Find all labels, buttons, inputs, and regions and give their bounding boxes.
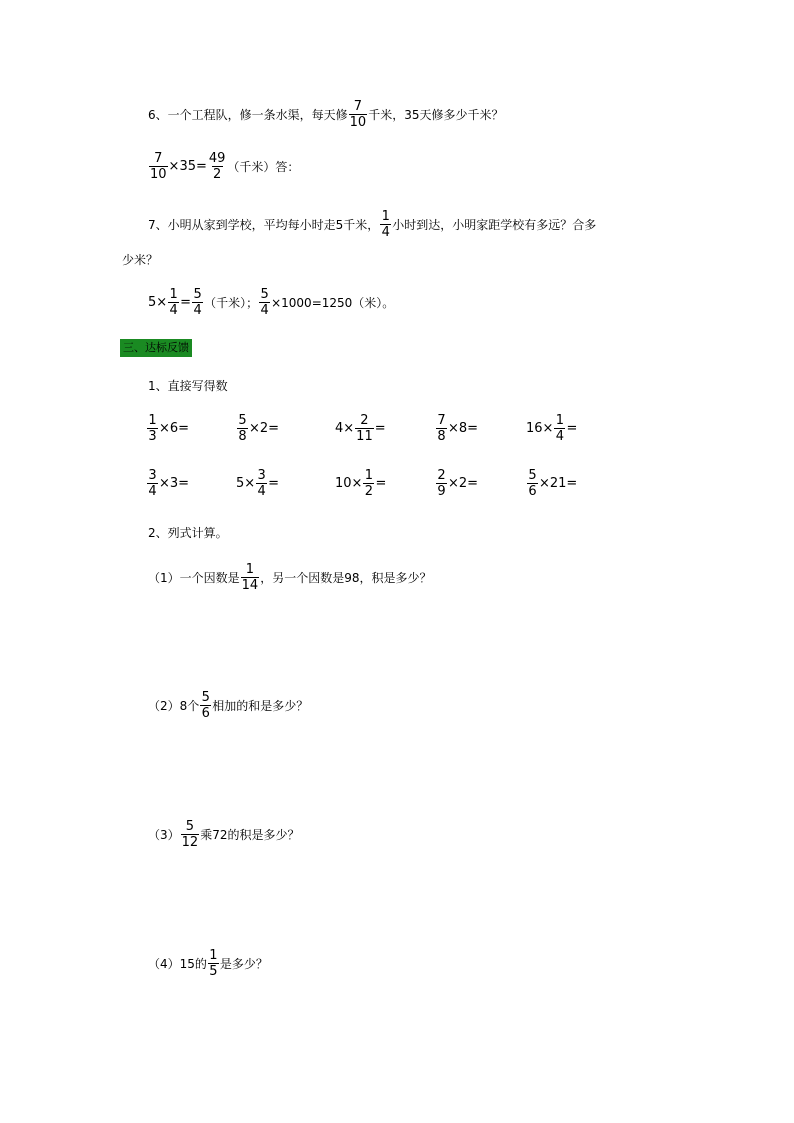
fraction: $\frac{1}{2}$ [364,468,374,499]
fraction: $\frac{5}{4}$ [193,287,202,318]
question-1-title: 1、直接写得数 [148,379,228,393]
problem-7-continued [122,251,158,268]
exercise-1-3: 4× $\frac{2}{11}$ = [335,413,386,444]
fraction: $\frac{5}{12}$ [181,819,199,850]
exercise-1-5: 16× $\frac{1}{4}$ = [526,413,578,444]
problem-6-solution [148,152,299,181]
exercise-2-4: $\frac{2}{9}$ ×2= [437,468,479,499]
problem-7-text-b: 小时到达，小明家距学校有多远？合多 [392,218,597,232]
problem-6-text-a: 6、一个工程队，修一条水渠，每天修 [148,108,348,122]
fraction: $\frac{3}{4}$ [148,468,157,499]
fraction: $\frac{7}{10}$ [349,99,367,130]
sub-question-4: （4）15的 $\frac{1}{5}$ 是多少？ [148,948,268,979]
fraction: $\frac{5}{6}$ [528,468,537,499]
problem-7 [148,210,596,239]
fraction: $\frac{1}{3}$ [148,413,157,444]
fraction: $\frac{1}{4}$ [381,209,390,240]
exercise-1-2: $\frac{5}{8}$ ×2= [238,413,280,444]
fraction: $\frac{1}{5}$ [209,948,218,979]
sub-question-3: （3） $\frac{5}{12}$ 乘72的积是多少？ [148,819,300,850]
fraction: $\frac{2}{11}$ [356,413,373,444]
problem-6-text-b: 千米，35天修多少千米？ [368,108,504,122]
solution-tail: （千米）答： [227,160,300,174]
fraction: $\frac{1}{14}$ [241,562,259,593]
fraction: $\frac{3}{4}$ [257,468,266,499]
problem-7-text-a: 7、小明从家到学校，平均每小时走5千米， [148,218,380,232]
question-2-title: 2、列式计算。 [148,526,228,540]
section-heading: 三、达标反馈 [120,339,192,357]
exercise-2-1: $\frac{3}{4}$ ×3= [148,468,190,499]
exercise-1-1: $\frac{1}{3}$ ×6= [148,413,190,444]
exercise-2-5: $\frac{5}{6}$ ×21= [528,468,578,499]
fraction: $\frac{49}{2}$ [208,151,226,182]
fraction: $\frac{1}{4}$ [555,413,565,444]
fraction: $\frac{7}{10}$ [150,151,167,182]
fraction: $\frac{2}{9}$ [437,468,446,499]
fraction: $\frac{1}{4}$ [169,287,178,318]
operator: ×35= [168,159,207,174]
problem-7-solution: 5× $\frac{1}{4}$ = $\frac{5}{4}$ （千米）； $\frac{5}{4}$ ×1000=1250（米）。 [148,287,395,318]
fraction: $\frac{5}{8}$ [238,413,247,444]
fraction: $\frac{7}{8}$ [437,413,446,444]
problem-7-text-c: 少米？ [122,253,159,267]
fraction: $\frac{5}{4}$ [260,287,269,318]
fraction: $\frac{5}{6}$ [201,690,210,721]
exercise-2-2: 5× $\frac{3}{4}$ = [236,468,280,499]
problem-6 [148,100,503,129]
sub-question-2: （2）8个 $\frac{5}{6}$ 相加的和是多少？ [148,690,309,721]
exercise-2-3: 10× $\frac{1}{2}$ = [335,468,387,499]
sub-question-1: （1）一个因数是 $\frac{1}{14}$ ，另一个因数是98，积是多少？ [148,562,432,593]
exercise-1-4: $\frac{7}{8}$ ×8= [437,413,479,444]
